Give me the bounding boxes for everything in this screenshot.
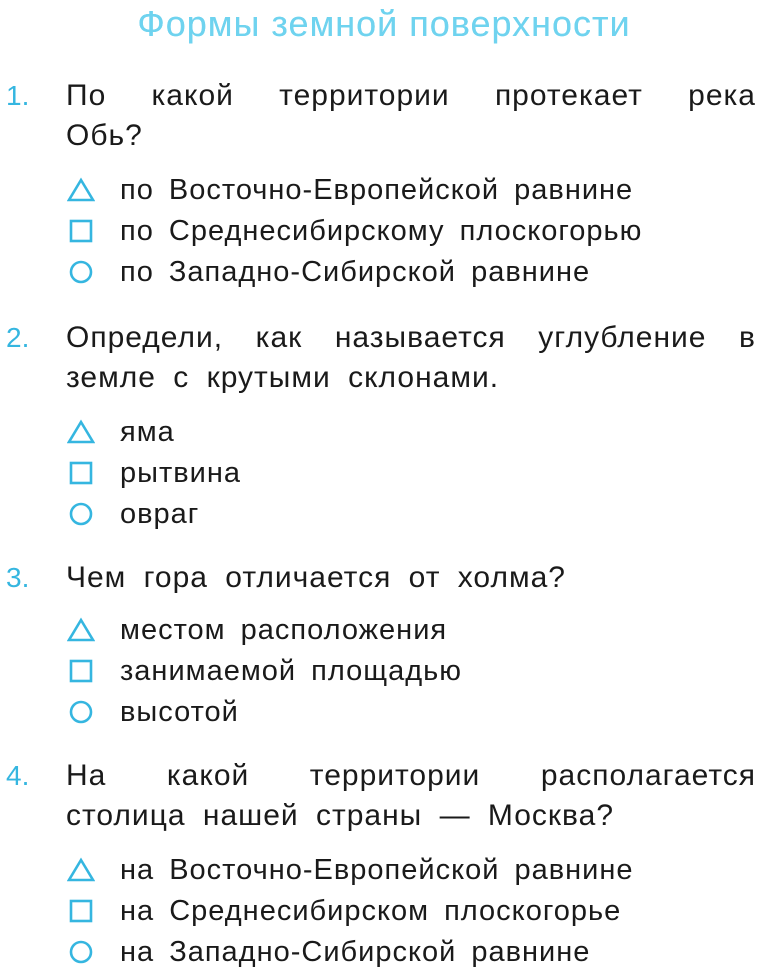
triangle-icon <box>66 855 96 885</box>
circle-icon <box>66 697 96 727</box>
circle-icon <box>66 257 96 287</box>
question-text-line: Определи, как называется углубление в <box>66 321 756 354</box>
question-text-line: столица нашей страны — Москва? <box>66 799 615 832</box>
answer-option[interactable] <box>66 412 175 452</box>
question-text <box>66 756 756 836</box>
answer-option[interactable] <box>66 170 633 210</box>
answer-option-text: на Восточно-Европейской равнине <box>120 854 634 886</box>
question-text-line: Обь? <box>66 119 143 152</box>
answer-option[interactable] <box>66 850 634 890</box>
triangle-icon <box>66 417 96 447</box>
question-text-line: На какой территории располагается <box>66 759 756 792</box>
answer-option[interactable] <box>66 651 462 691</box>
answer-option[interactable] <box>66 891 621 931</box>
question-number: 2. <box>6 322 30 353</box>
answer-option-text: по Среднесибирскому плоскогорью <box>120 215 643 247</box>
question-text-line: По какой территории протекает река <box>66 79 756 112</box>
answer-option[interactable] <box>66 453 241 493</box>
answer-option[interactable] <box>66 211 642 251</box>
square-icon <box>66 656 96 686</box>
answer-option-text: рытвина <box>120 457 242 489</box>
answer-option[interactable] <box>66 494 199 534</box>
question-number: 4. <box>6 760 30 791</box>
question-number: 1. <box>6 80 30 111</box>
answer-option-text: высотой <box>120 696 239 728</box>
triangle-icon <box>66 615 96 645</box>
answer-option[interactable] <box>66 692 239 732</box>
page-title: Формы земной поверхности <box>137 3 631 44</box>
answer-option-text: овраг <box>120 498 200 530</box>
question-text-line: земле с крутыми склонами. <box>66 361 500 394</box>
answer-option-text: занимаемой площадью <box>120 655 463 687</box>
answer-option-text: яма <box>120 416 175 448</box>
answer-option-text: на Западно-Сибирской равнине <box>120 936 591 968</box>
question-text <box>66 318 756 398</box>
square-icon <box>66 896 96 926</box>
circle-icon <box>66 499 96 529</box>
answer-option-text: местом расположения <box>120 614 448 646</box>
answer-option[interactable] <box>66 610 447 650</box>
answer-option-text: на Среднесибирском плоскогорье <box>120 895 622 927</box>
question-text <box>66 558 756 598</box>
question-number: 3. <box>6 562 30 593</box>
square-icon <box>66 216 96 246</box>
square-icon <box>66 458 96 488</box>
question-text-line: Чем гора отличается от холма? <box>66 561 566 594</box>
answer-option-text: по Западно-Сибирской равнине <box>120 256 591 288</box>
triangle-icon <box>66 175 96 205</box>
answer-option-text: по Восточно-Европейской равнине <box>120 174 634 206</box>
circle-icon <box>66 937 96 967</box>
answer-option[interactable] <box>66 252 590 292</box>
answer-option[interactable] <box>66 932 590 972</box>
question-text <box>66 76 756 156</box>
